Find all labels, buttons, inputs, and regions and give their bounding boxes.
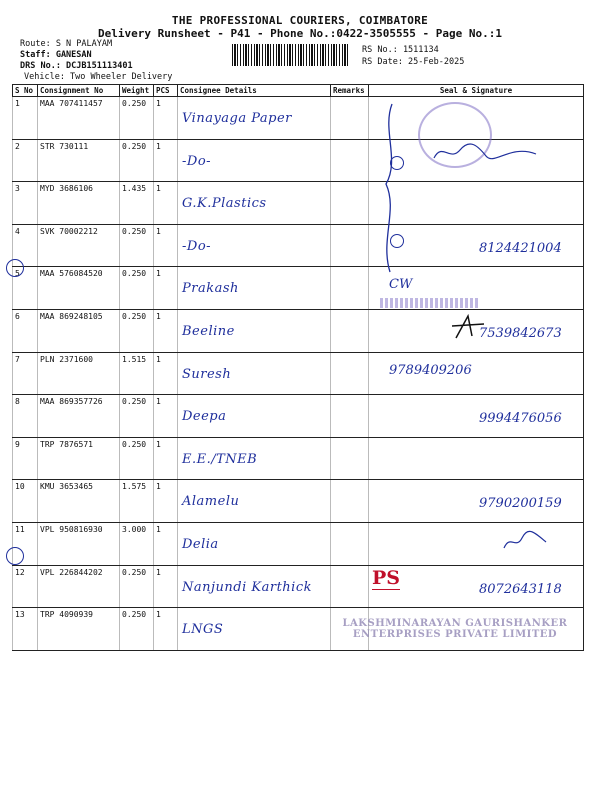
table-row <box>13 480 584 523</box>
row-remarks <box>331 395 369 438</box>
row-pcs: 1 <box>154 608 178 651</box>
row-consignee: Beeline <box>182 323 235 339</box>
row-consignee: Nanjundi Karthick <box>182 579 312 595</box>
col-consignee: Consignee Details <box>178 85 331 97</box>
row-weight: 1.515 <box>120 352 154 395</box>
row-consignee-cell <box>178 309 331 352</box>
row-weight: 0.250 <box>120 97 154 140</box>
row-pcs: 1 <box>154 395 178 438</box>
row-consignee: Delia <box>182 536 219 552</box>
row-sno: 9 <box>13 437 38 480</box>
row-pcs: 1 <box>154 309 178 352</box>
drs-number: DRS No.: DCJB151113401 <box>20 61 133 71</box>
table-row <box>13 352 584 395</box>
row-consignee-cell <box>178 139 331 182</box>
handwritten-ps: PS <box>372 567 401 589</box>
row-consignee-cell <box>178 352 331 395</box>
row-sno: 6 <box>13 309 38 352</box>
row-signature: 9994476056 <box>479 411 562 427</box>
row-pcs: 1 <box>154 522 178 565</box>
vehicle: Vehicle: Two Wheeler Delivery <box>24 72 173 82</box>
row-consignee-cell <box>178 480 331 523</box>
rs-date: RS Date: 25-Feb-2025 <box>362 57 465 67</box>
row-weight: 0.250 <box>120 267 154 310</box>
row-remarks <box>331 437 369 480</box>
row-consignment: STR 730111 <box>38 139 120 182</box>
row-consignee-cell <box>178 224 331 267</box>
row-consignee: Deepa <box>182 409 227 425</box>
row-weight: 1.575 <box>120 480 154 523</box>
row-sno: 3 <box>13 182 38 225</box>
row-signature: 9790200159 <box>479 496 562 512</box>
row-consignee: Suresh <box>182 366 232 382</box>
rs-number: RS No.: 1511134 <box>362 45 439 55</box>
row-consignment: MAA 576084520 <box>38 267 120 310</box>
row-remarks <box>331 352 369 395</box>
row-consignment: KMU 3653465 <box>38 480 120 523</box>
row-consignment: PLN 2371600 <box>38 352 120 395</box>
row-signature-cell <box>369 522 584 565</box>
row-consignment: TRP 4090939 <box>38 608 120 651</box>
row-weight: 0.250 <box>120 224 154 267</box>
row-weight: 1.435 <box>120 182 154 225</box>
row-12-circle <box>6 547 24 565</box>
row-5-circle <box>6 259 24 277</box>
row-sno: 13 <box>13 608 38 651</box>
row-remarks <box>331 139 369 182</box>
col-pcs: PCS <box>154 85 178 97</box>
company-name: THE PROFESSIONAL COURIERS, COIMBATORE <box>171 14 429 27</box>
row-sno: 11 <box>13 522 38 565</box>
row-pcs: 1 <box>154 139 178 182</box>
row-sno: 1 <box>13 97 38 140</box>
signature-6 <box>448 312 488 342</box>
row-remarks <box>331 309 369 352</box>
row-consignee: Prakash <box>182 281 239 297</box>
row-sno: 8 <box>13 395 38 438</box>
table-row <box>13 565 584 608</box>
row-sno: 2 <box>13 139 38 182</box>
row-remarks <box>331 565 369 608</box>
row-sno: 5 <box>13 267 38 310</box>
row-consignee-cell <box>178 267 331 310</box>
table-row <box>13 522 584 565</box>
col-remarks: Remarks <box>331 85 369 97</box>
row-consignee: Vinayaga Paper <box>182 111 292 126</box>
row-pcs: 1 <box>154 480 178 523</box>
row-signature-cell <box>369 395 584 438</box>
row-consignment: SVK 70002212 <box>38 224 120 267</box>
row-consignee: -Do- <box>182 238 212 254</box>
row-consignee-cell <box>178 437 331 480</box>
row-consignee-cell <box>178 395 331 438</box>
table-row <box>13 224 584 267</box>
row-consignment: MAA 707411457 <box>38 97 120 140</box>
col-sno: S No <box>13 85 38 97</box>
row-pcs: 1 <box>154 352 178 395</box>
runsheet-title: Delivery Runsheet - P41 - Phone No.:0422-3505555 - Page No.:1 <box>98 27 502 40</box>
row-consignee-cell <box>178 97 331 140</box>
mark-circle-2 <box>390 156 404 170</box>
row-remarks <box>331 97 369 140</box>
row-pcs: 1 <box>154 565 178 608</box>
row-signature: 7539842673 <box>479 325 562 341</box>
row-pcs: 1 <box>154 97 178 140</box>
brace-icon <box>374 100 404 276</box>
row-consignment: MYD 3686106 <box>38 182 120 225</box>
row-weight: 0.250 <box>120 565 154 608</box>
barcode <box>232 44 348 66</box>
row-consignment: MAA 869248105 <box>38 309 120 352</box>
row-consignee-cell <box>178 565 331 608</box>
row-signature-cell <box>369 480 584 523</box>
row-weight: 0.250 <box>120 437 154 480</box>
row-sno: 12 <box>13 565 38 608</box>
col-consignment: Consignment No <box>38 85 120 97</box>
row-pcs: 1 <box>154 267 178 310</box>
row-signature: 9789409206 <box>389 362 472 378</box>
row-signature: 8072643118 <box>479 581 562 597</box>
row-weight: 0.250 <box>120 395 154 438</box>
delivery-table <box>12 84 584 651</box>
route: Route: S N PALAYAM <box>20 39 113 49</box>
row-pcs: 1 <box>154 182 178 225</box>
table-row <box>13 182 584 225</box>
mark-circle-4 <box>390 234 404 248</box>
table-row <box>13 309 584 352</box>
row-consignment: MAA 869357726 <box>38 395 120 438</box>
row-consignment: VPL 950816930 <box>38 522 120 565</box>
row-sno: 4 <box>13 224 38 267</box>
table-row <box>13 395 584 438</box>
row-consignee-cell <box>178 522 331 565</box>
signature-2 <box>430 138 540 168</box>
row-pcs: 1 <box>154 224 178 267</box>
row-weight: 0.250 <box>120 309 154 352</box>
row-consignment: VPL 226844202 <box>38 565 120 608</box>
row-remarks <box>331 267 369 310</box>
row-consignee: Alamelu <box>182 494 240 510</box>
row-consignee: G.K.Plastics <box>182 196 267 212</box>
row-remarks <box>331 182 369 225</box>
row-consignee: E.E./TNEB <box>182 451 258 467</box>
row-remarks <box>331 480 369 523</box>
row-weight: 3.000 <box>120 522 154 565</box>
row-signature: 8124421004 <box>479 240 562 256</box>
row-consignment: TRP 7876571 <box>38 437 120 480</box>
row-consignee: LNGS <box>182 622 224 638</box>
row-remarks <box>331 224 369 267</box>
col-weight: Weight <box>120 85 154 97</box>
table-header <box>13 85 584 97</box>
row-pcs: 1 <box>154 437 178 480</box>
row-remarks <box>331 522 369 565</box>
row-signature-cell <box>369 437 584 480</box>
row-signature: CW <box>389 277 413 293</box>
row-weight: 0.250 <box>120 139 154 182</box>
stamp-smudge <box>380 298 480 308</box>
table-row <box>13 437 584 480</box>
table-row <box>13 97 584 140</box>
table-row <box>13 267 584 310</box>
row-consignee-cell <box>178 608 331 651</box>
row-sno: 10 <box>13 480 38 523</box>
staff: Staff: GANESAN <box>20 50 92 60</box>
row-signature-cell <box>369 565 584 608</box>
row-weight: 0.250 <box>120 608 154 651</box>
row-sno: 7 <box>13 352 38 395</box>
row-consignee: -Do- <box>182 153 212 169</box>
signature-12 <box>500 528 550 556</box>
row-consignee-cell <box>178 182 331 225</box>
company-stamp: LAKSHMINARAYAN GAURISHANKER ENTERPRISES PRIVATE LIMITED <box>342 618 568 640</box>
col-signature: Seal & Signature <box>369 85 584 97</box>
row-signature-cell <box>369 352 584 395</box>
